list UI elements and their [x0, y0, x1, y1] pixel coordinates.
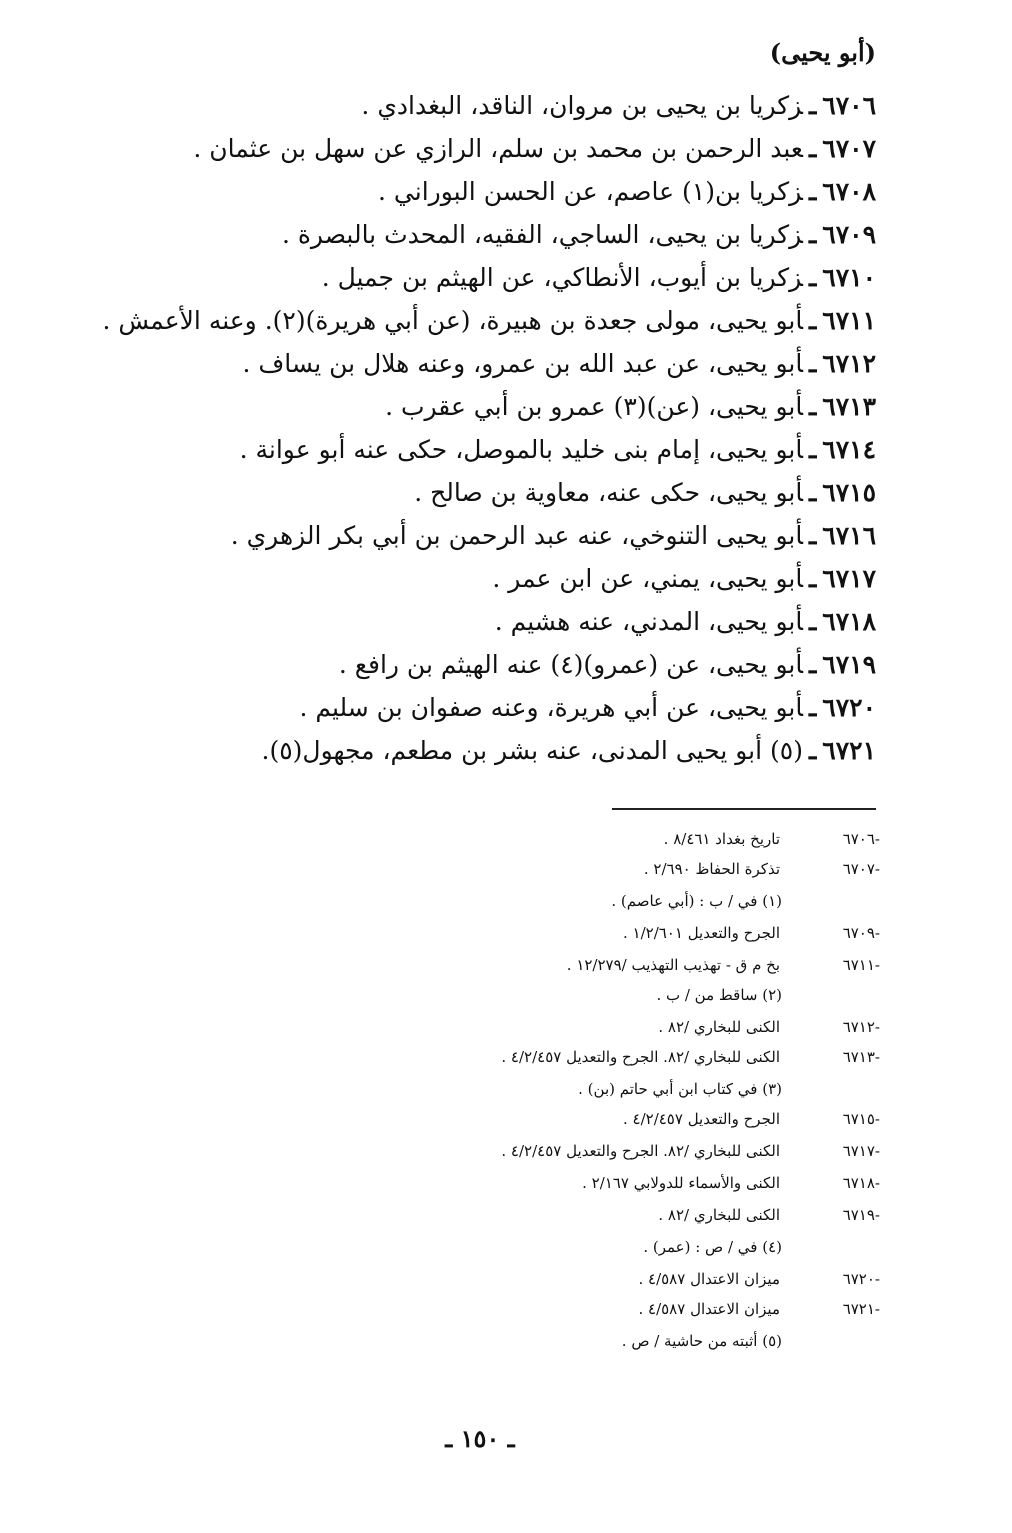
- footnote-row: [260, 1076, 880, 1102]
- footnote-text: ميزان الاعتدال ٤/٥٨٧ .: [638, 1300, 780, 1318]
- footnote-number: -٦٧١٣: [842, 1048, 880, 1066]
- page-header-title: (أبو يحيى): [769, 38, 876, 67]
- entry-number: ٦٧١٥: [822, 478, 876, 507]
- entry-text: أبو يحيى التنوخي، عنه عبد الرحمن بن أبي بكر الزهري .: [230, 521, 803, 550]
- footnote-text: (٤) في / ص : (عمر) .: [643, 1238, 782, 1256]
- entry-number: ٦٧١٦: [822, 521, 876, 550]
- footnote-number: -٦٧٢١: [842, 1300, 880, 1318]
- entry-text: أبو يحيى، المدني، عنه هشيم .: [494, 607, 803, 636]
- entry-row: ٦٧٠٧ـعبد الرحمن بن محمد بن سلم، الرازي عن سهل بن عثمان .: [193, 134, 876, 163]
- footnote-row: [260, 856, 880, 882]
- footnote-text: بخ م ق - تهذيب التهذيب /١٢/٢٧٩ .: [566, 956, 780, 974]
- footnote-text: الكنى والأسماء للدولابي ٢/١٦٧ .: [582, 1174, 780, 1192]
- footnote-text: (٣) في كتاب ابن أبي حاتم (بن) .: [578, 1080, 782, 1098]
- entry-number: ٦٧٠٩: [822, 220, 876, 249]
- entry-row: ٦٧٠٦ـزكريا بن يحيى بن مروان، الناقد، البغدادي .: [361, 91, 876, 120]
- entry-number: ٦٧١٩: [822, 650, 876, 679]
- footnote-row: [260, 1328, 880, 1354]
- entry-number: ٦٧١١: [822, 306, 876, 335]
- entry-number: ٦٧١٨: [822, 607, 876, 636]
- entry-text: أبو يحيى، مولى جعدة بن هبيرة، (عن أبي هريرة)(٢). وعنه الأعمش .: [102, 306, 803, 335]
- footnote-number: -٦٧١٩: [842, 1206, 880, 1224]
- entry-row: ٦٧١٧ـأبو يحيى، يمني، عن ابن عمر .: [492, 564, 876, 593]
- entry-text: زكريا بن أيوب، الأنطاكي، عن الهيثم بن جميل .: [321, 263, 803, 292]
- entry-number: ٦٧١٢: [822, 349, 876, 378]
- footnote-text: تاريخ بغداد ٨/٤٦١ .: [663, 830, 780, 848]
- entry-number: ٦٧٢٠: [822, 693, 876, 722]
- footnote-number: -٦٧٠٧: [842, 860, 880, 878]
- entry-number: ٦٧٢١: [822, 736, 876, 765]
- footnote-row: [260, 1138, 880, 1164]
- entry-row: ٦٧١٤ـأبو يحيى، إمام بنى خليد بالموصل، حكى عنه أبو عوانة .: [239, 435, 876, 464]
- footnote-row: [260, 1234, 880, 1260]
- entry-number: ٦٧١٠: [822, 263, 876, 292]
- entry-number: ٦٧١٣: [822, 392, 876, 421]
- page-number: ـ ١٥٠ ـ: [445, 1424, 515, 1453]
- footnote-number: -٦٧٠٦: [842, 830, 880, 848]
- entry-text: أبو يحيى، إمام بنى خليد بالموصل، حكى عنه أبو عوانة .: [239, 435, 803, 464]
- footnote-row: [260, 1296, 880, 1322]
- footnote-text: الكنى للبخاري /٨٢ .: [658, 1018, 780, 1036]
- entry-row: ٦٧١٩ـأبو يحيى، عن (عمرو)(٤) عنه الهيثم بن رافع .: [338, 650, 876, 679]
- footnote-row: [260, 826, 880, 852]
- footnote-number: -٦٧٢٠: [842, 1270, 880, 1288]
- footnote-text: الكنى للبخاري /٨٢. الجرح والتعديل ٤/٢/٤٥٧ .: [501, 1048, 780, 1066]
- entry-row: ٦٧٢١ـ(٥) أبو يحيى المدنى، عنه بشر بن مطعم، مجهول(٥).: [261, 736, 876, 765]
- entry-row: ٦٧٠٨ـزكريا بن(١) عاصم، عن الحسن البوراني .: [378, 177, 876, 206]
- entry-number: ٦٧١٧: [822, 564, 876, 593]
- entry-text: (٥) أبو يحيى المدنى، عنه بشر بن مطعم، مجهول(٥).: [261, 736, 803, 765]
- footnote-text: الكنى للبخاري /٨٢. الجرح والتعديل ٤/٢/٤٥٧ .: [501, 1142, 780, 1160]
- entry-row: ٦٧٠٩ـزكريا بن يحيى، الساجي، الفقيه، المحدث بالبصرة .: [281, 220, 876, 249]
- footnote-row: [260, 1202, 880, 1228]
- entry-text: أبو يحيى، عن أبي هريرة، وعنه صفوان بن سليم .: [299, 693, 803, 722]
- footnote-text: تذكرة الحفاظ ٢/٦٩٠ .: [643, 860, 780, 878]
- footnote-row: [260, 1266, 880, 1292]
- footnote-row: [260, 1170, 880, 1196]
- entry-text: أبو يحيى، حكى عنه، معاوية بن صالح .: [414, 478, 803, 507]
- entry-text: زكريا بن يحيى بن مروان، الناقد، البغدادي .: [361, 91, 803, 120]
- entry-text: أبو يحيى، عن عبد الله بن عمرو، وعنه هلال بن يساف .: [242, 349, 803, 378]
- footnote-row: [260, 1044, 880, 1070]
- entry-row: ٦٧١١ـأبو يحيى، مولى جعدة بن هبيرة، (عن أبي هريرة)(٢). وعنه الأعمش .: [102, 306, 876, 335]
- footnote-row: [260, 1014, 880, 1040]
- footnote-number: -٦٧٠٩: [842, 924, 880, 942]
- entry-row: ٦٧١٥ـأبو يحيى، حكى عنه، معاوية بن صالح .: [414, 478, 876, 507]
- entry-text: زكريا بن يحيى، الساجي، الفقيه، المحدث بالبصرة .: [281, 220, 803, 249]
- entry-text: أبو يحيى، (عن)(٣) عمرو بن أبي عقرب .: [385, 392, 803, 421]
- entry-number: ٦٧٠٦: [822, 91, 876, 120]
- footnote-text: الجرح والتعديل ٤/٢/٤٥٧ .: [622, 1110, 780, 1128]
- footnote-divider: [612, 808, 876, 810]
- footnote-row: [260, 888, 880, 914]
- footnote-row: [260, 952, 880, 978]
- footnote-row: [260, 1106, 880, 1132]
- footnote-text: (٥) أثبته من حاشية / ص .: [621, 1332, 782, 1350]
- footnote-number: -٦٧١٥: [842, 1110, 880, 1128]
- entry-row: ٦٧٢٠ـأبو يحيى، عن أبي هريرة، وعنه صفوان بن سليم .: [299, 693, 876, 722]
- entry-row: ٦٧١٨ـأبو يحيى، المدني، عنه هشيم .: [494, 607, 876, 636]
- entry-text: عبد الرحمن بن محمد بن سلم، الرازي عن سهل بن عثمان .: [193, 134, 803, 163]
- entry-row: ٦٧١٣ـأبو يحيى، (عن)(٣) عمرو بن أبي عقرب .: [385, 392, 876, 421]
- entry-number: ٦٧٠٧: [822, 134, 876, 163]
- entry-row: ٦٧١٢ـأبو يحيى، عن عبد الله بن عمرو، وعنه هلال بن يساف .: [242, 349, 876, 378]
- footnote-row: [260, 920, 880, 946]
- footnote-number: -٦٧١٨: [842, 1174, 880, 1192]
- entry-row: ٦٧١٠ـزكريا بن أيوب، الأنطاكي، عن الهيثم بن جميل .: [321, 263, 876, 292]
- footnote-row: [260, 982, 880, 1008]
- footnote-text: الجرح والتعديل ١/٢/٦٠١ .: [622, 924, 780, 942]
- entry-row: ٦٧١٦ـأبو يحيى التنوخي، عنه عبد الرحمن بن أبي بكر الزهري .: [230, 521, 876, 550]
- footnote-text: (١) في / ب : (أبي عاصم) .: [611, 892, 782, 910]
- entry-number: ٦٧١٤: [822, 435, 876, 464]
- entry-text: زكريا بن(١) عاصم، عن الحسن البوراني .: [378, 177, 803, 206]
- entry-text: أبو يحيى، عن (عمرو)(٤) عنه الهيثم بن رافع .: [338, 650, 803, 679]
- footnote-number: -٦٧١٧: [842, 1142, 880, 1160]
- footnote-text: ميزان الاعتدال ٤/٥٨٧ .: [638, 1270, 780, 1288]
- footnote-number: -٦٧١١: [842, 956, 880, 974]
- footnote-text: الكنى للبخاري /٨٢ .: [658, 1206, 780, 1224]
- footnote-number: -٦٧١٢: [842, 1018, 880, 1036]
- entry-number: ٦٧٠٨: [822, 177, 876, 206]
- footnote-text: (٢) ساقط من / ب .: [656, 986, 782, 1004]
- entry-text: أبو يحيى، يمني، عن ابن عمر .: [492, 564, 803, 593]
